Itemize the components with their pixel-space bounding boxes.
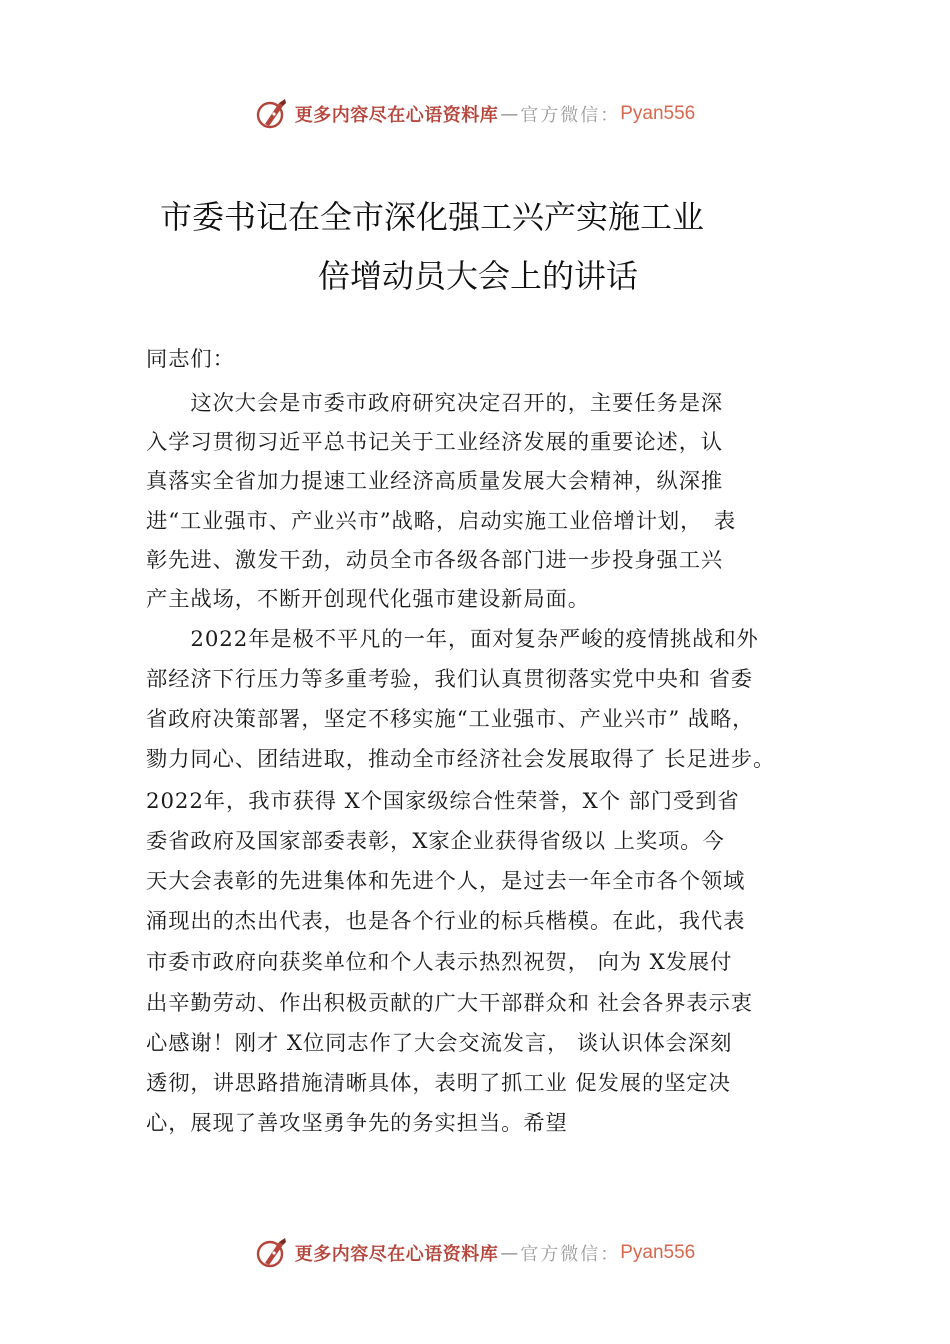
body-line: 入学习贯彻习近平总书记关于工业经济发展的重要论述，认: [146, 430, 724, 455]
body-line: 心，展现了善攻坚勇争先的务实担当。希望: [146, 1111, 568, 1136]
pen-nib-logo-icon: [255, 1236, 289, 1270]
body-line: 部经济下行压力等多重考验，我们认真贯彻落实党中央和 省委: [146, 667, 753, 692]
body-line: 勠力同心、团结进取，推动全市经济社会发展取得了 长足进步。: [146, 747, 776, 772]
body-line: 2022年，我市获得 X个国家级综合性荣誉，X个 部门受到省: [146, 789, 740, 814]
body-line: 真落实全省加力提速工业经济高质量发展大会精神，纵深推: [146, 469, 724, 494]
body-line: 这次大会是市委市政府研究决定召开的，主要任务是深: [146, 391, 724, 416]
document-title-line-2: 倍增动员大会上的讲话: [318, 257, 639, 295]
body-line: 省政府决策部署，坚定不移实施“工业强市、产业兴市” 战略，: [146, 707, 755, 732]
body-line: 2022年是极不平凡的一年，面对复杂严峻的疫情挑战和外: [146, 627, 759, 652]
wechat-label: 官方微信：: [520, 105, 621, 126]
pen-nib-logo-icon: [255, 97, 289, 131]
body-line: 心感谢！刚才 X位同志作了大会交流发言， 谈认识体会深刻: [146, 1031, 733, 1056]
brand-text: 更多内容尽在心语资料库: [294, 1244, 499, 1265]
document-title-line-1: 市委书记在全市深化强工兴产实施工业: [160, 198, 705, 236]
body-line: 产主战场，不断开创现代化强市建设新局面。: [146, 587, 590, 612]
wechat-account: Pyan556: [620, 103, 696, 124]
body-line: 涌现出的杰出代表，也是各个行业的标兵楷模。在此，我代表: [146, 909, 746, 934]
brand-text: 更多内容尽在心语资料库: [294, 105, 499, 126]
body-line: 同志们：: [146, 347, 235, 372]
body-line: 透彻，讲思路措施清晰具体，表明了抓工业 促发展的坚定决: [146, 1071, 731, 1096]
body-line: 天大会表彰的先进集体和先进个人，是过去一年全市各个领域: [146, 869, 746, 894]
banner-dash: —: [500, 1242, 519, 1264]
body-line: 出辛勤劳动、作出积极贡献的广大干部群众和 社会各界表示衷: [146, 991, 753, 1016]
body-line: 进“工业强市、产业兴市”战略，启动实施工业倍增计划， 表: [146, 509, 737, 534]
wechat-label: 官方微信：: [520, 1244, 621, 1265]
footer-banner: [0, 1233, 950, 1273]
banner-dash: —: [500, 103, 519, 125]
body-line: 彰先进、激发干劲，动员全市各级各部门进一步投身强工兴: [146, 548, 724, 573]
header-banner: [0, 94, 950, 134]
wechat-account: Pyan556: [620, 1242, 696, 1263]
body-line: 市委市政府向获奖单位和个人表示热烈祝贺， 向为 X发展付: [146, 950, 733, 975]
body-line: 委省政府及国家部委表彰，X家企业获得省级以 上奖项。今: [146, 829, 725, 854]
